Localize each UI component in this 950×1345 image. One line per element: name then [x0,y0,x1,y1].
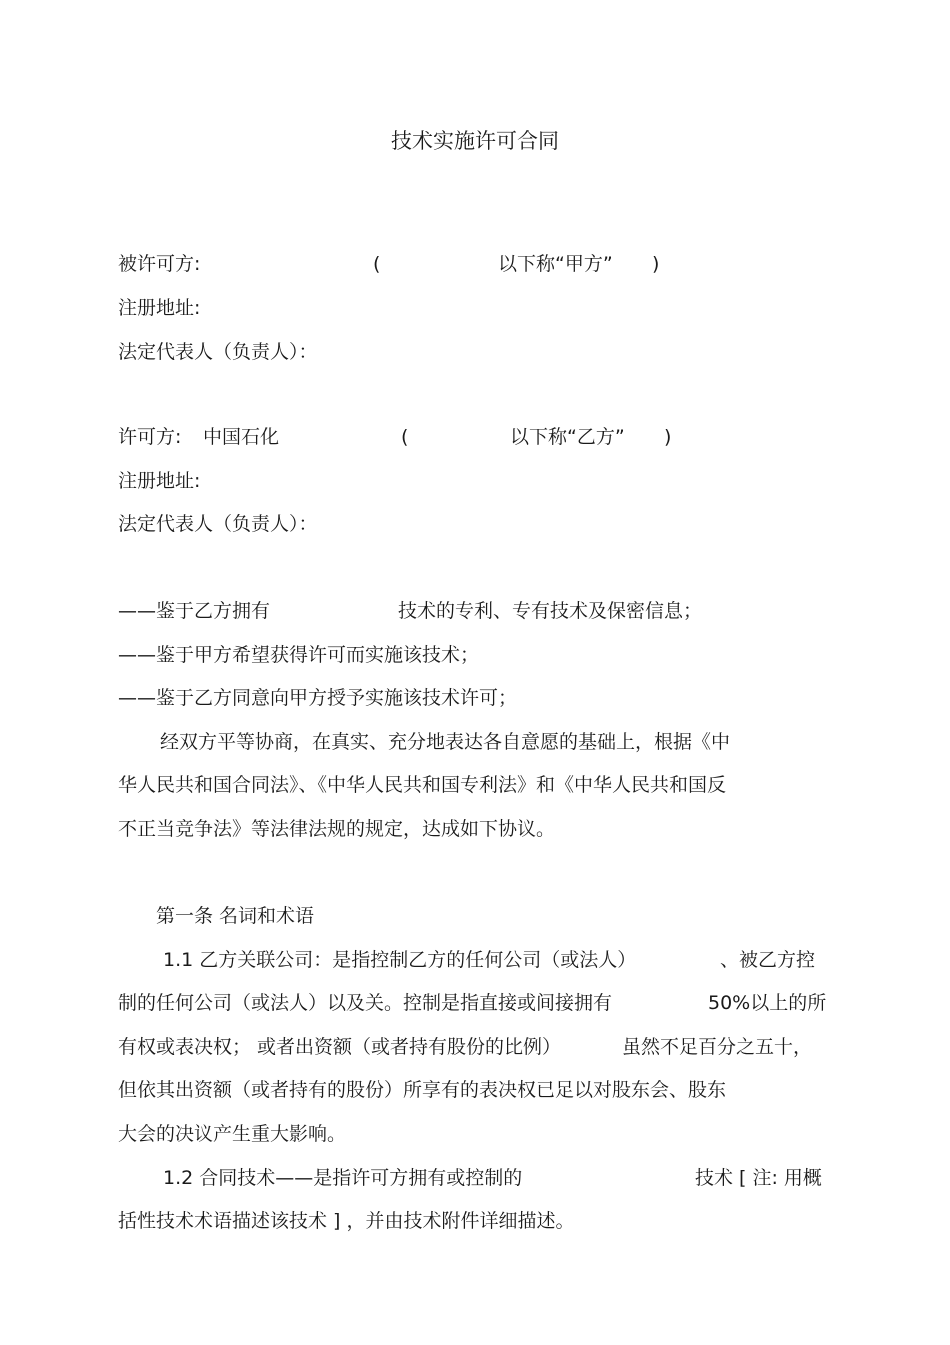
article-1-heading: 第一条 名词和术语 [156,905,315,927]
licensor-representative: 法定代表人（负责人）： [118,513,318,535]
licensor-paren-close: ) [664,426,672,448]
whereas-1-start: ——鉴于乙方拥有 [118,600,271,622]
clause-1-2-line-1a: 1.2 合同技术——是指许可方拥有或控制的 [163,1167,523,1189]
clause-1-2-line-1b: 技术 [ 注: 用概 [695,1167,822,1189]
licensee-paren-close: ) [652,253,660,275]
licensor-address: 注册地址: [118,470,201,492]
licensee-label: 被许可方: [118,253,201,275]
whereas-3: ——鉴于乙方同意向甲方授予实施该技术许可； [118,687,518,709]
preamble-line-1: 经双方平等协商，在真实、充分地表达各自意愿的基础上，根据《中 [160,731,731,753]
licensee-paren-open: ( [373,253,381,275]
licensor-name: 中国石化 [203,426,280,448]
licensor-label: 许可方: [118,426,182,448]
clause-1-1-line-1b: 、被乙方控 [720,949,816,971]
licensee-address: 注册地址: [118,297,201,319]
licensee-alias: 以下称“甲方” [498,253,613,275]
preamble-line-2: 华人民共和国合同法》、《中华人民共和国专利法》和《中华人民共和国反 [118,774,727,796]
licensee-representative: 法定代表人（负责人）： [118,341,318,363]
clause-1-1-line-5: 大会的决议产生重大影响。 [118,1123,347,1145]
preamble-line-3: 不正当竞争法》等法律法规的规定，达成如下协议。 [118,818,556,840]
licensor-paren-open: ( [401,426,409,448]
document-title: 技术实施许可合同 [391,129,559,153]
clause-1-1-line-3a: 有权或表决权； 或者出资额（或者持有股份的比例） [118,1036,562,1058]
clause-1-1-line-1a: 1.1 乙方关联公司：是指控制乙方的任何公司（或法人） [163,949,637,971]
clause-1-1-line-3b: 虽然不足百分之五十， [622,1036,813,1058]
whereas-2: ——鉴于甲方希望获得许可而实施该技术； [118,644,480,666]
licensor-alias: 以下称“乙方” [510,426,625,448]
clause-1-1-line-2b: 50%以上的所 [708,992,827,1014]
whereas-1-end: 技术的专利、专有技术及保密信息； [398,600,703,622]
clause-1-1-line-2a: 制的任何公司（或法人）以及关。控制是指直接或间接拥有 [118,992,613,1014]
clause-1-1-line-4: 但依其出资额（或者持有的股份）所享有的表决权已足以对股东会、股东 [118,1079,727,1101]
clause-1-2-line-2: 括性技术术语描述该技术 ] ，并由技术附件详细描述。 [118,1210,575,1232]
